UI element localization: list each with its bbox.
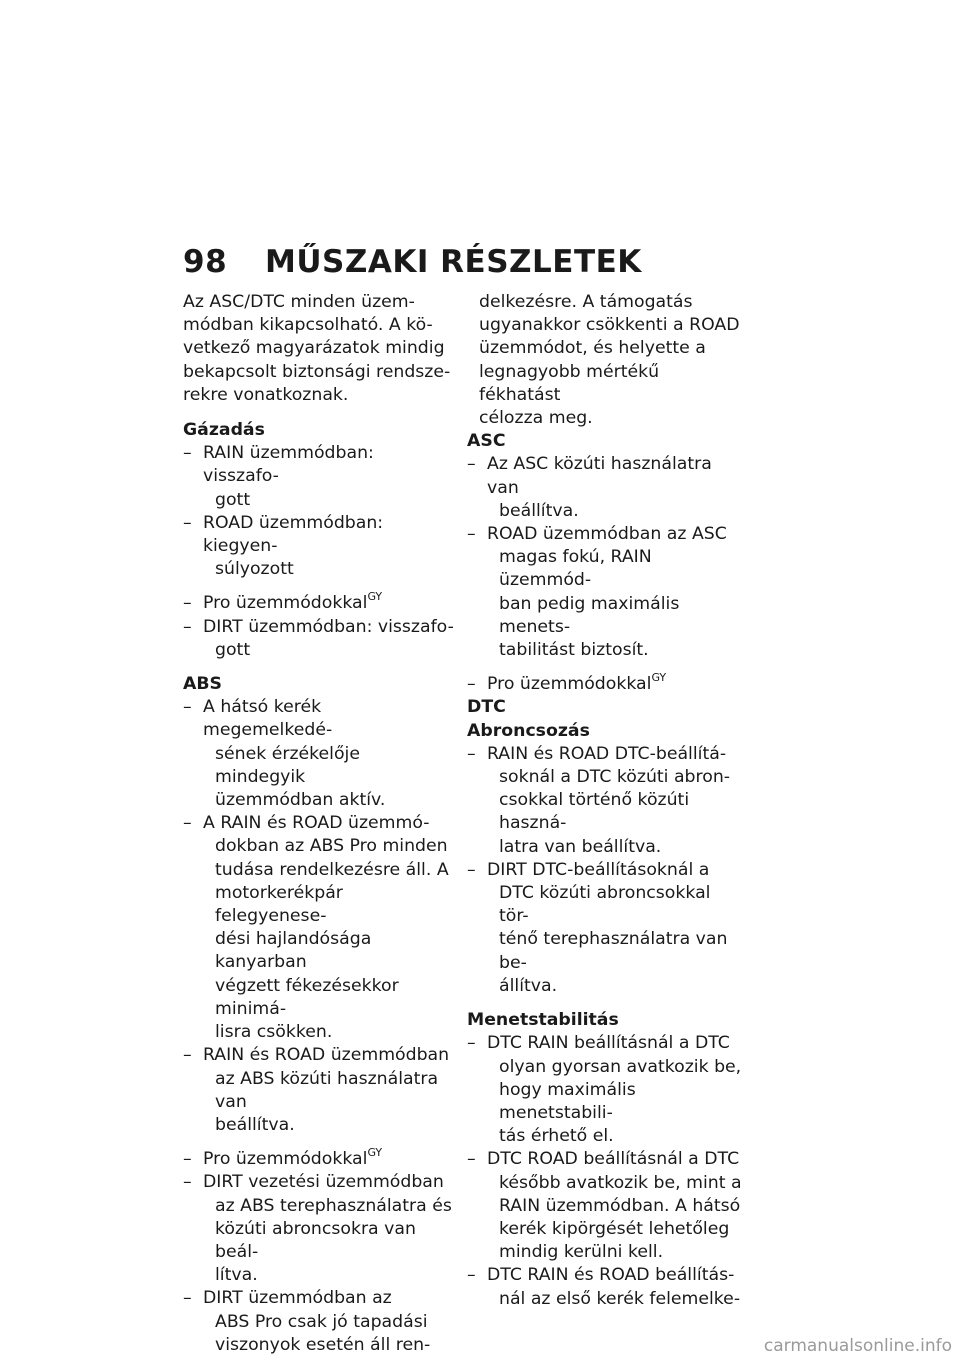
text-line: RAIN üzemmódban: visszafo- — [203, 443, 374, 487]
page-number: 98 — [183, 244, 228, 280]
dash-bullet: – — [183, 697, 192, 718]
page-title: MŰSZAKI RÉSZLETEK — [265, 244, 642, 280]
dash-bullet: – — [467, 1149, 476, 1170]
text-line: üzemmódban aktív. — [215, 790, 386, 811]
text-line: később avatkozik be, mint a — [499, 1172, 742, 1193]
pro-modes-group — [183, 1148, 455, 1357]
text-line: DTC RAIN és ROAD beállítás- — [487, 1265, 735, 1286]
text-line: az ABS terephasználatra és — [215, 1195, 452, 1216]
text-line: motorkerékpár felegyenese- — [215, 882, 343, 927]
text-line: legnagyobb mértékű fékhatást — [479, 361, 660, 405]
pro-modes-text: Pro üzemmódokkal — [487, 674, 652, 695]
text-line: delkezésre. A támogatás — [479, 292, 693, 312]
text-line: DIRT üzemmódban: visszafo- — [203, 616, 454, 637]
left-column — [183, 291, 455, 1368]
text-line — [203, 592, 455, 615]
text-line: RAIN és ROAD üzemmódban — [203, 1045, 450, 1066]
text-line: gott — [215, 639, 251, 660]
country-superscript: GY — [367, 590, 383, 604]
dash-bullet: – — [467, 524, 476, 545]
text-line: DIRT DTC-beállításoknál a — [487, 859, 710, 880]
list-item — [183, 616, 455, 662]
country-superscript: GY — [651, 671, 667, 685]
list-item — [183, 442, 455, 512]
dash-bullet: – — [467, 859, 476, 880]
section-heading: Menetstabilitás — [467, 1010, 619, 1031]
text-line: állítva. — [499, 975, 558, 996]
list-item — [183, 1148, 455, 1171]
dash-bullet: – — [183, 1288, 192, 1309]
text-line: A hátsó kerék megemelkedé- — [203, 697, 333, 741]
list-item — [183, 512, 455, 582]
text-line: viszonyok esetén áll ren- — [215, 1334, 431, 1355]
dash-bullet: – — [467, 454, 476, 475]
section-heading: ABS — [183, 674, 222, 695]
pro-modes-group — [467, 673, 742, 696]
dash-bullet: – — [183, 443, 192, 464]
text-line: kerék kipörgését lehetőleg — [499, 1218, 730, 1239]
text-line: latra van beállítva. — [499, 836, 662, 857]
text-line: DTC ROAD beállításnál a DTC — [487, 1149, 740, 1170]
dash-bullet: – — [183, 616, 192, 637]
dash-bullet: – — [183, 1045, 192, 1066]
watermark-link[interactable]: carmanualsonline.info — [763, 1336, 952, 1356]
text-line: tudása rendelkezésre áll. A — [215, 859, 449, 880]
text-line: ugyanakkor csökkenti a ROAD — [479, 315, 740, 336]
text-line: RAIN üzemmódban. A hátsó — [499, 1195, 741, 1216]
list-item — [467, 453, 742, 523]
section-tire — [467, 720, 742, 998]
text-line: Az ASC/DTC minden üzem- — [183, 292, 415, 312]
text-line: tabilitást biztosít. — [499, 640, 649, 661]
section-throttle — [183, 419, 455, 581]
list-item — [467, 523, 742, 662]
pro-modes-text: Pro üzemmódokkal — [203, 593, 368, 614]
dash-bullet: – — [467, 674, 476, 695]
section-heading: ASC — [467, 431, 506, 452]
text-line: tás érhető el. — [499, 1126, 614, 1147]
dash-bullet: – — [183, 1172, 192, 1193]
text-line — [487, 673, 742, 696]
text-line: lítva. — [215, 1265, 258, 1286]
text-line: csokkal történő közúti haszná- — [499, 790, 690, 834]
text-line: vetkező magyarázatok mindig — [183, 338, 445, 359]
section-asc — [467, 430, 742, 662]
text-line: magas fokú, RAIN üzemmód- — [499, 547, 652, 591]
intro-paragraph — [183, 291, 455, 407]
dash-bullet: – — [467, 1033, 476, 1054]
text-line: nál az első kerék felemelke- — [499, 1288, 741, 1309]
text-line: Az ASC közúti használatra van — [487, 454, 712, 498]
text-line: üzemmódot, és helyette a — [479, 338, 706, 359]
dash-bullet: – — [467, 1265, 476, 1286]
text-line: DTC RAIN beállításnál a DTC — [487, 1033, 730, 1054]
text-line: ban pedig maximális menets- — [499, 593, 680, 637]
continuation-paragraph — [467, 291, 742, 430]
text-line: DTC közúti abroncsokkal tör- — [499, 883, 711, 927]
text-line: dokban az ABS Pro minden — [215, 836, 448, 857]
section-stability — [467, 1009, 742, 1311]
text-line: közúti abroncsokra van beál- — [215, 1218, 416, 1262]
text-line: rekre vonatkoznak. — [183, 384, 349, 405]
dash-bullet: – — [183, 593, 192, 614]
text-line: hogy maximális menetstabili- — [499, 1079, 636, 1123]
list-item — [183, 592, 455, 615]
list-item — [467, 859, 742, 998]
text-line: mindig kerülni kell. — [499, 1242, 664, 1263]
text-line: soknál a DTC közúti abron- — [499, 767, 731, 788]
text-line: ténő terephasználatra van be- — [499, 929, 728, 973]
text-line: dési hajlandósága kanyarban — [215, 929, 372, 973]
text-line: lisra csökken. — [215, 1022, 333, 1043]
country-superscript: GY — [367, 1146, 383, 1160]
list-item — [183, 696, 455, 812]
list-item — [467, 743, 742, 859]
text-line: módban kikapcsolható. A kö- — [183, 315, 433, 336]
right-column — [467, 291, 742, 1322]
text-line: végzett fékezésekkor minimá- — [215, 975, 399, 1019]
text-line: RAIN és ROAD DTC-beállítá- — [487, 743, 727, 764]
text-line: gott — [215, 489, 251, 510]
section-heading: Gázadás — [183, 420, 265, 441]
list-item — [183, 1044, 455, 1137]
section-heading: Abroncsozás — [467, 720, 590, 741]
dash-bullet: – — [183, 813, 192, 834]
text-line: bekapcsolt biztonsági rendsze- — [183, 361, 451, 382]
list-item — [467, 1032, 742, 1148]
text-line: beállítva. — [499, 500, 579, 521]
list-item — [467, 1264, 742, 1310]
dash-bullet: – — [183, 1149, 192, 1170]
text-line: ABS Pro csak jó tapadási — [215, 1311, 428, 1332]
text-line: ROAD üzemmódban: kiegyen- — [203, 512, 384, 557]
section-abs — [183, 673, 455, 1137]
list-item — [183, 812, 455, 1044]
list-item — [467, 1148, 742, 1264]
text-line: olyan gyorsan avatkozik be, — [499, 1056, 742, 1077]
text-line: A RAIN és ROAD üzemmó- — [203, 813, 430, 834]
dash-bullet: – — [467, 743, 476, 764]
text-line: DIRT üzemmódban az — [203, 1288, 392, 1309]
text-line: célozza meg. — [479, 408, 593, 429]
text-line: DIRT vezetési üzemmódban — [203, 1172, 444, 1193]
pro-modes-group — [183, 592, 455, 662]
list-item — [467, 673, 742, 696]
text-line: sének érzékelője mindegyik — [215, 743, 360, 787]
text-line: súlyozott — [215, 559, 294, 580]
text-line: az ABS közúti használatra van — [215, 1068, 439, 1112]
section-heading-dtc: DTC — [467, 697, 506, 718]
dash-bullet: – — [183, 512, 192, 533]
list-item — [183, 1171, 455, 1287]
text-line: beállítva. — [215, 1114, 295, 1135]
page-header — [183, 244, 642, 280]
list-item — [183, 1287, 455, 1357]
text-line — [203, 1148, 455, 1171]
text-line: ROAD üzemmódban az ASC — [487, 524, 727, 545]
pro-modes-text: Pro üzemmódokkal — [203, 1149, 368, 1170]
